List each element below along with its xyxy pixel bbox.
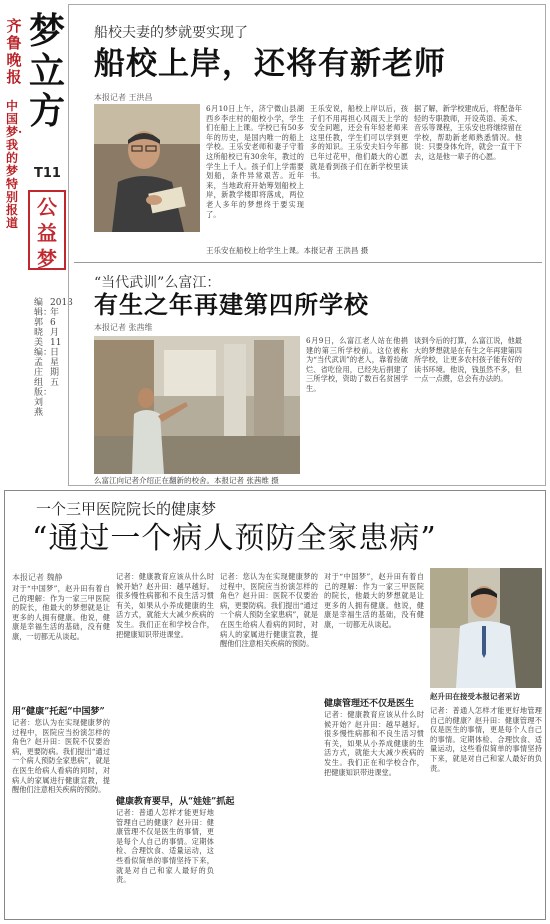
story1-subtitle: 船校夫妻的梦就要实现了 <box>94 25 248 41</box>
story3-body-col3: 记者：您认为在实现健康梦的过程中，医院应当扮演怎样的角色？赵升田：医院不仅要治病，更要防病。我们提出“通过一个病人预防全家患病”，就是在医生给病人看病的同时，对病人的家属进行健康宣教，提醒他们注意相关疾病的预防。 <box>220 572 318 649</box>
story3-byline: 本报记者 魏静 <box>12 573 63 582</box>
editor-line: 编辑：郭晓 美编：孟庄 组版：刘燕 <box>34 298 53 418</box>
story3-section-b: 健康教育要早，从“娃娃”抓起 <box>116 797 235 807</box>
story3-body-col2a: 记者：健康教育应该从什么时候开始？赵升田：越早越好。很多慢性病都和不良生活习惯有关，如果从小养成健康的生活方式，就能大大减少疾病的发生。我们正在和学校合作，把健康知识带进课堂。 <box>116 572 214 639</box>
story2-body-col2: 谈到今后的打算，么富江说，他最大的梦想就是在有生之年再建第四所学校，让更多农村孩子能有好的读书环境。他说，钱虽然不多，但一点一点攒，总会有办法的。 <box>414 336 522 384</box>
story2-byline: 本报记者 张茜维 <box>94 323 153 332</box>
top-frame <box>68 4 546 486</box>
column-stamp: 公益梦 <box>28 190 66 270</box>
date-line: 2013年6月11日 星期五 <box>50 298 73 388</box>
story3-body-col4b: 记者：健康教育应该从什么时候开始？赵升田：越早越好。很多慢性病都和不良生活习惯有关，如果从小养成健康的生活方式，就能大大减少疾病的发生。我们正在和学校合作，把健康知识带进课堂。 <box>324 710 424 777</box>
story1-body-col3: 据了解，新学校建成后，将配备年轻的专职教师，开设英语、美术、音乐等课程，王乐安也将继续留在学校，帮助新老师熟悉情况。他说：只要身体允许，就会一直干下去，这是他一辈子的心愿。 <box>414 104 522 161</box>
story1-caption: 王乐安在船校上给学生上课。本报记者 王洪昌 摄 <box>206 246 369 255</box>
story1-headline: 船校上岸，还将有新老师 <box>94 46 446 82</box>
story3-body-col5: 记者：普通人怎样才能更好地管理自己的健康？赵升田：健康管理不仅是医生的事情，更是每个人自己的事情。定期体检、合理饮食、适量运动，这些看似简单的事情坚持下来，就是对自己和家人最好的负责。 <box>430 706 542 773</box>
story3-body-col1a: 对于“中国梦”，赵升田有着自己的理解：作为一家三甲医院的院长，他最大的梦想就是让更多的人拥有健康。他说，健康是幸福生活的基础，没有健康，一切都无从谈起。 <box>12 584 110 641</box>
masthead-column <box>0 0 73 486</box>
story3-caption: 赵升田在接受本报记者采访 <box>430 692 520 701</box>
page-masthead-title: 梦立方 <box>28 11 65 132</box>
story1-byline: 本报记者 王洪昌 <box>94 93 153 102</box>
story3-body-col1b: 记者：您认为在实现健康梦的过程中，医院应当扮演怎样的角色？赵升田：医院不仅要治病，更要防病。我们提出“通过一个病人预防全家患病”，就是在医生给病人看病的同时，对病人的家属进行健康宣教，提醒他们注意相关疾病的预防。 <box>12 718 110 795</box>
story3-section-a: 用“健康”托起“中国梦” <box>12 707 105 717</box>
page-number: T11 <box>34 166 61 181</box>
story3-headline: “通过一个病人预防全家患病” <box>32 521 437 556</box>
newspaper-brand: 齐鲁晚报 <box>6 17 22 86</box>
story3-kicker: 一个三甲医院院长的健康梦 <box>36 500 217 518</box>
story3-section-c: 健康管理还不仅是医生 <box>324 699 415 709</box>
story2-caption: 么富江向记者介绍正在翻新的校舍。本报记者 张茜维 摄 <box>94 476 279 485</box>
story2-headline: 有生之年再建第四所学校 <box>94 291 369 319</box>
story1-body-col2: 王乐安说，船校上岸以后，孩子们不用再担心风雨天上学的安全问题，还会有年轻老师来这里任教，学生们可以学到更多的知识。王乐安夫妇今年都已年过花甲，他们最大的心愿就是看到孩子们在新学校里读书。 <box>310 104 408 181</box>
bottom-frame <box>4 490 546 920</box>
story3-body-col2b: 记者：普通人怎样才能更好地管理自己的健康？赵升田：健康管理不仅是医生的事情，更是每个人自己的事情。定期体检、合理饮食、适量运动，这些看似简单的事情坚持下来，就是对自己和家人最好的负责。 <box>116 808 214 885</box>
masthead-slogan: 中国梦·我的梦特别报道 <box>6 99 23 230</box>
story3-body-col4a: 对于“中国梦”，赵升田有着自己的理解：作为一家三甲医院的院长，他最大的梦想就是让更多的人拥有健康。他说，健康是幸福生活的基础，没有健康，一切都无从谈起。 <box>324 572 424 629</box>
story1-body-col1: 6月10日上午，济宁微山县湖西乡李庄村的船校小学，学生们在船上上课。学校已有50多年的历史，是国内唯一的船上学校。王乐安老师和妻子守着这所船校已有30余年，教过的学生上千人。孩子们上学需要划船，条件异常艰苦。近年来，当地政府开始筹划船校上岸，新教学楼即将落成，两位老人多年的梦想终于要实现了。 <box>206 104 304 219</box>
story2-kicker: “当代武训”么富江： <box>94 275 221 291</box>
story2-body-col1: 6月9日，么富江老人站在他捐建的第三所学校前。这位被称为“当代武训”的老人，靠着捡破烂、省吃俭用，已经先后捐建了三所学校，资助了数百名贫困学生。 <box>306 336 408 393</box>
